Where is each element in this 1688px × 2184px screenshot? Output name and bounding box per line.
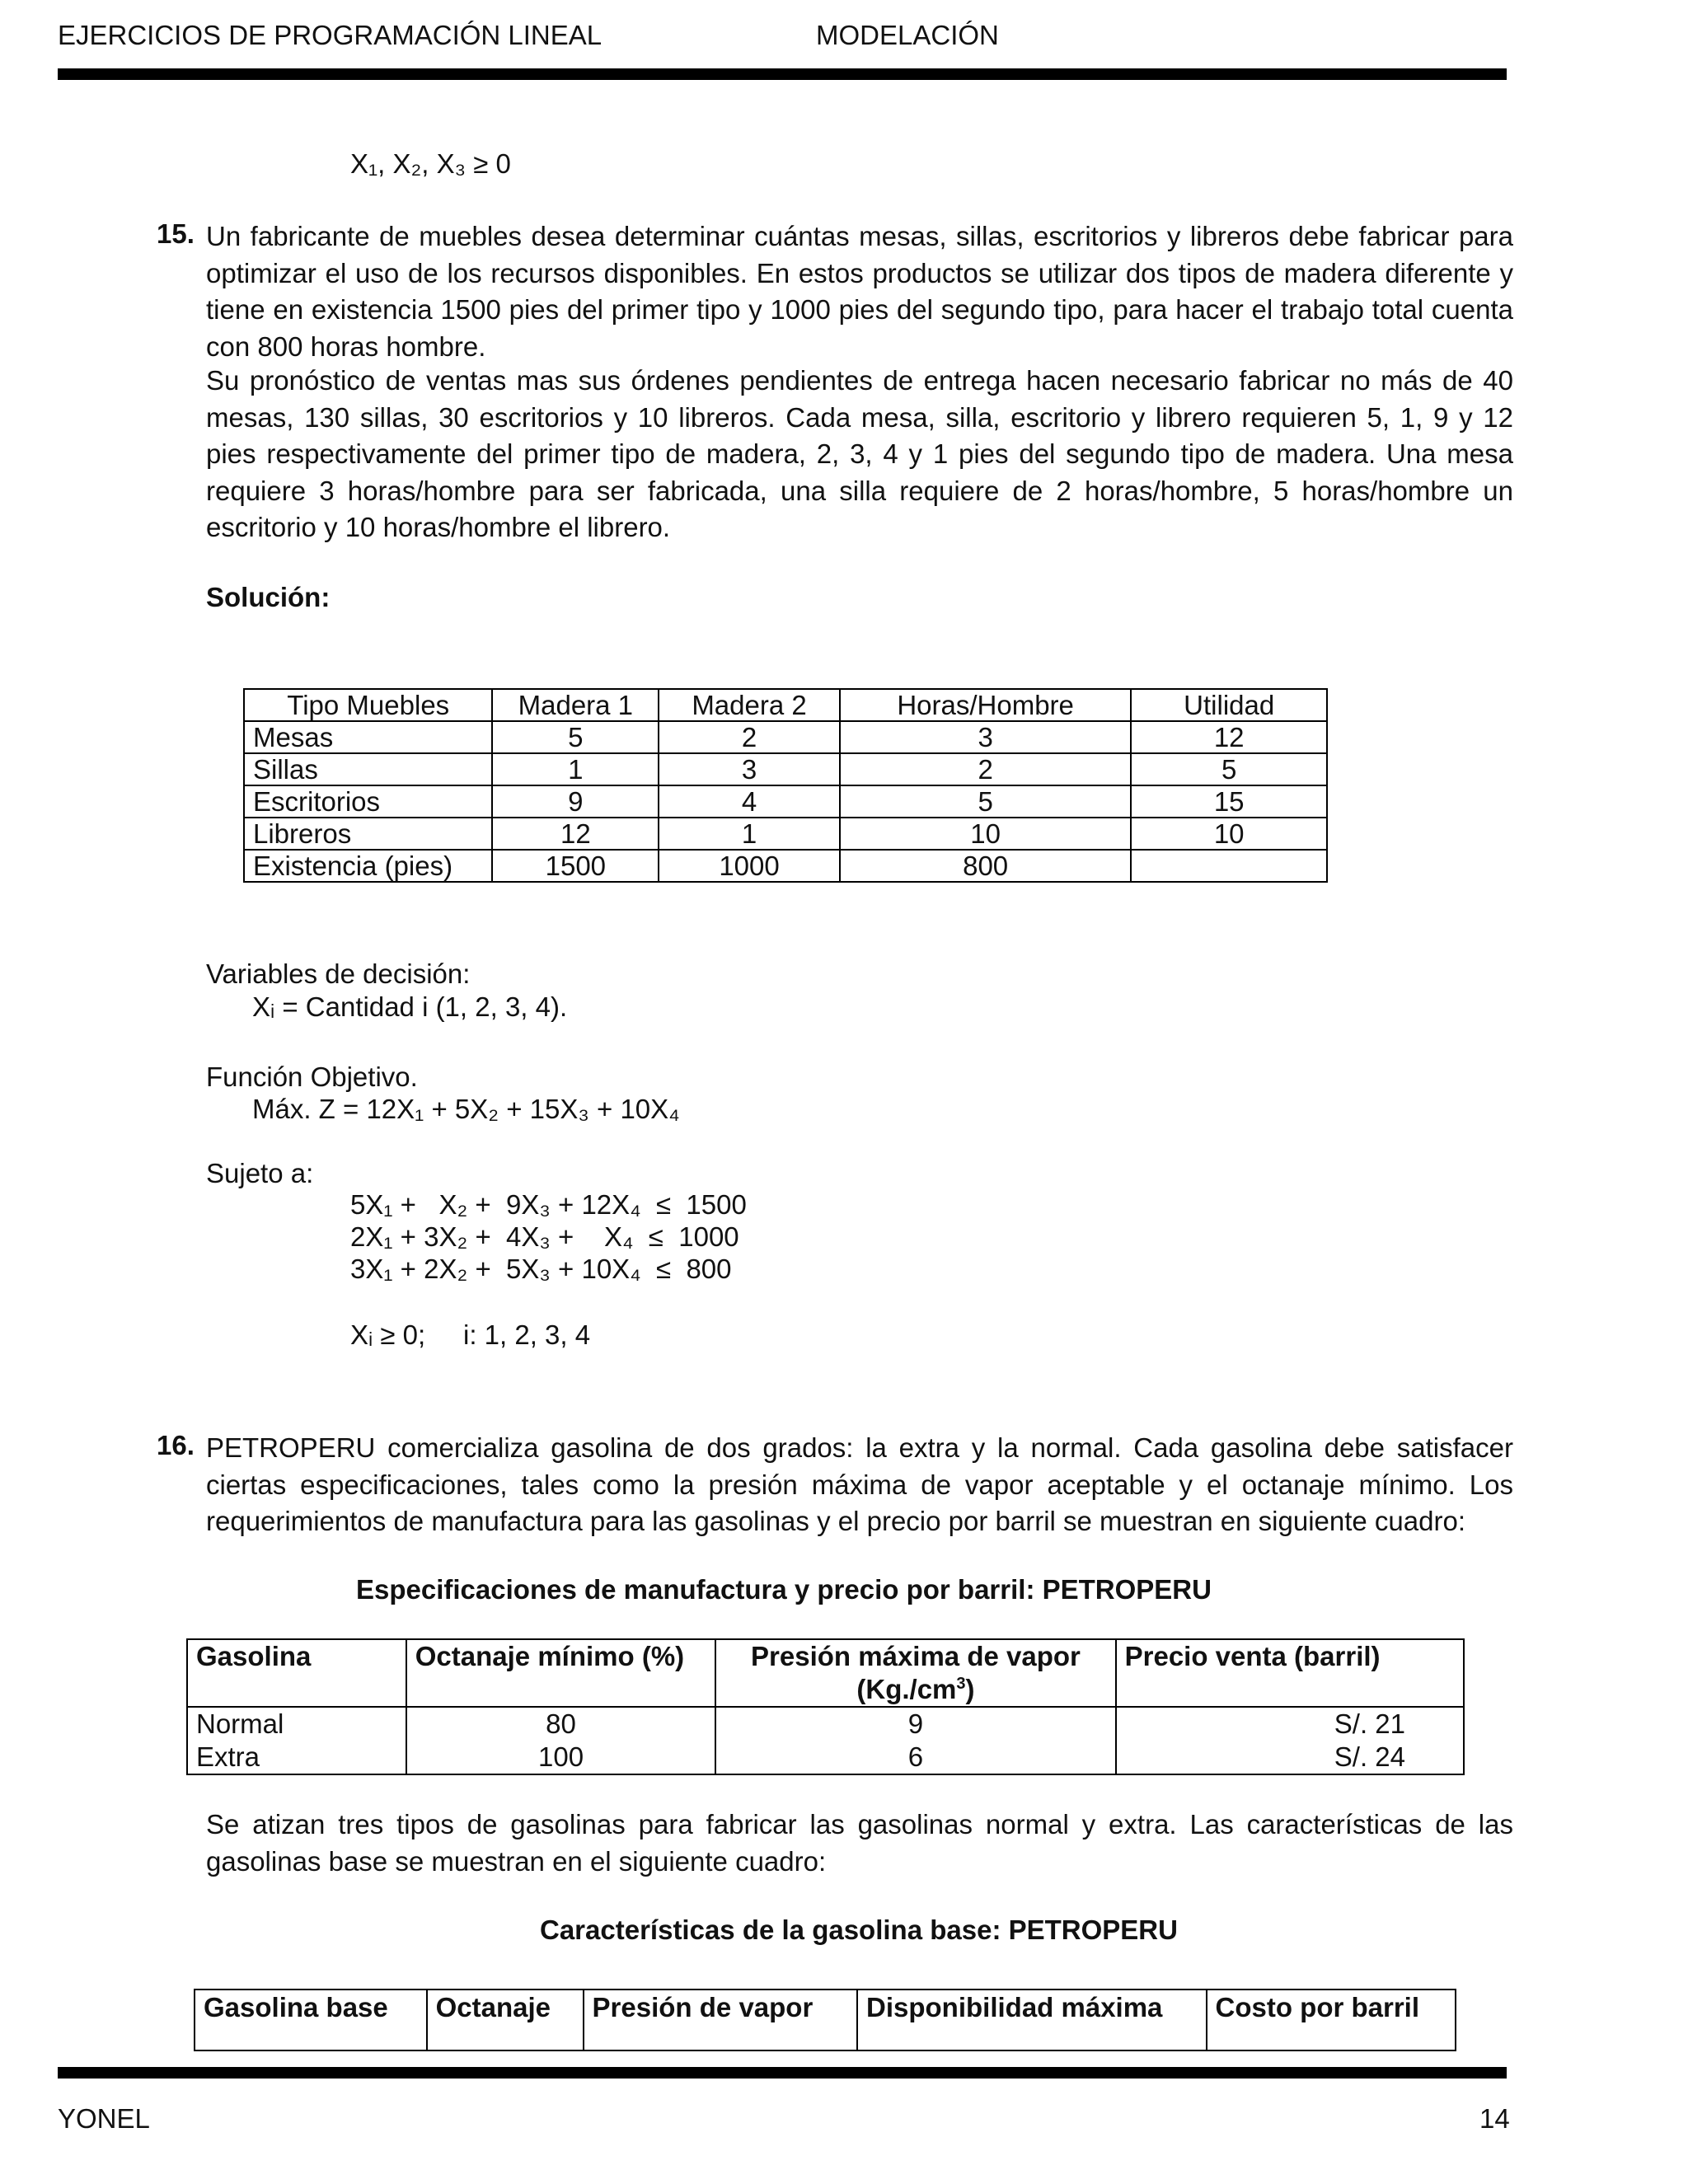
table-cell: 1000	[659, 850, 840, 882]
table-cell: Extra	[187, 1741, 406, 1774]
table-header-cell: Precio venta (barril)	[1116, 1639, 1464, 1707]
previous-constraint: X₁, X₂, X₃ ≥ 0	[350, 148, 511, 179]
table-header-cell	[715, 1639, 1115, 1707]
table-header-row	[244, 689, 1327, 721]
table-row	[187, 1741, 1464, 1774]
table-cell: 2	[659, 721, 840, 753]
table-1-title: Especificaciones de manufactura y precio por barril: PETROPERU	[356, 1574, 1212, 1605]
exercise-15-number: 15.	[157, 218, 195, 249]
table-header-row	[187, 1639, 1464, 1707]
header-center: MODELACIÓN	[816, 20, 999, 50]
exercise-16-paragraph-2: Se atizan tres tipos de gasolinas para fabricar las gasolinas normal y extra. Las características de las gasolinas base se muestran en el siguiente cuadro:	[206, 1809, 1513, 1877]
header-text: Presión máxima de vapor	[751, 1641, 1081, 1671]
table-header-cell: Octanaje mínimo (%)	[406, 1639, 716, 1707]
table-row	[187, 1707, 1464, 1741]
table-header-cell: Gasolina base	[195, 1990, 427, 2050]
table-header-cell: Madera 2	[659, 689, 840, 721]
table-header-cell: Presión de vapor	[584, 1990, 857, 2050]
exercise-15-paragraph-2: Su pronóstico de ventas mas sus órdenes pendientes de entrega hacen necesario fabricar no más de 40 mesas, 130 sillas, 30 escritorios y 10 libreros. Cada mesa, silla, escritorio y librero requieren 5, 1, 9 y 12 pies respectivamente del primer tipo de madera, 2, 3, 4 y 1 pies del segundo tipo de madera. Una mesa requiere 3 horas/hombre para ser fabricada, una silla requiere de 2 horas/hombre, 5 horas/hombre un escritorio y 10 horas/hombre el librero.	[206, 365, 1513, 542]
table-cell: 3	[659, 753, 840, 785]
constraint-3: 3X₁ + 2X₂ + 5X₃ + 10X₄ ≤ 800	[350, 1254, 732, 1284]
table-cell: Normal	[187, 1707, 406, 1741]
exercise-16-number: 16.	[157, 1430, 195, 1460]
table-cell: Escritorios	[244, 785, 492, 818]
page-number: 14	[1479, 2103, 1510, 2134]
gasoline-specs-table	[186, 1638, 1465, 1775]
table-cell: Mesas	[244, 721, 492, 753]
table-cell: 3	[840, 721, 1132, 753]
table-header-cell: Gasolina	[187, 1639, 406, 1707]
header-rule	[58, 68, 1507, 80]
table-row	[244, 721, 1327, 753]
table-header-row	[195, 1990, 1456, 2050]
decision-variables-label: Variables de decisión:	[206, 958, 471, 989]
table-cell: 10	[1131, 818, 1327, 850]
table-2-title: Características de la gasolina base: PETROPERU	[540, 1915, 1178, 1945]
subject-to-label: Sujeto a:	[206, 1158, 314, 1188]
table-cell: S/. 24	[1116, 1741, 1464, 1774]
footer-rule	[58, 2067, 1507, 2079]
table-header-cell: Utilidad	[1131, 689, 1327, 721]
table-cell: 12	[1131, 721, 1327, 753]
table-cell: 800	[840, 850, 1132, 882]
table-cell: 100	[406, 1741, 716, 1774]
header-unit-superscript: 3	[956, 1675, 966, 1693]
header-unit: (Kg./cm	[856, 1674, 957, 1704]
objective-function-equation: Máx. Z = 12X₁ + 5X₂ + 15X₃ + 10X₄	[252, 1094, 680, 1124]
objective-function-label: Función Objetivo.	[206, 1062, 418, 1092]
furniture-table	[243, 688, 1328, 883]
table-header-cell: Horas/Hombre	[840, 689, 1132, 721]
solution-label: Solución:	[206, 582, 331, 612]
table-cell: 6	[715, 1741, 1115, 1774]
table-cell: 9	[715, 1707, 1115, 1741]
table-cell: 10	[840, 818, 1132, 850]
table-cell: 1	[492, 753, 659, 785]
table-cell: 80	[406, 1707, 716, 1741]
non-negativity-constraint: Xᵢ ≥ 0; i: 1, 2, 3, 4	[350, 1319, 591, 1350]
table-row	[244, 850, 1327, 882]
table-header-cell: Costo por barril	[1207, 1990, 1456, 2050]
table-cell: 5	[1131, 753, 1327, 785]
table-cell: 1	[659, 818, 840, 850]
table-row	[244, 785, 1327, 818]
constraint-1: 5X₁ + X₂ + 9X₃ + 12X₄ ≤ 1500	[350, 1189, 747, 1220]
constraint-2: 2X₁ + 3X₂ + 4X₃ + X₄ ≤ 1000	[350, 1221, 739, 1252]
table-cell: 2	[840, 753, 1132, 785]
table-row	[244, 818, 1327, 850]
table-cell: 9	[492, 785, 659, 818]
table-cell	[1131, 850, 1327, 882]
table-cell: 5	[492, 721, 659, 753]
table-header-cell: Octanaje	[427, 1990, 584, 2050]
table-cell: 15	[1131, 785, 1327, 818]
table-cell: Libreros	[244, 818, 492, 850]
header-unit-close: )	[965, 1674, 975, 1704]
table-cell: 12	[492, 818, 659, 850]
table-cell: Existencia (pies)	[244, 850, 492, 882]
table-header-cell: Madera 1	[492, 689, 659, 721]
table-cell: Sillas	[244, 753, 492, 785]
table-cell: 1500	[492, 850, 659, 882]
table-cell: S/. 21	[1116, 1707, 1464, 1741]
table-header-cell: Tipo Muebles	[244, 689, 492, 721]
decision-variables-equation: Xᵢ = Cantidad i (1, 2, 3, 4).	[252, 991, 568, 1022]
footer-author: YONEL	[58, 2103, 150, 2134]
table-header-cell: Disponibilidad máxima	[857, 1990, 1207, 2050]
header-left: EJERCICIOS DE PROGRAMACIÓN LINEAL	[58, 20, 603, 50]
table-cell: 4	[659, 785, 840, 818]
exercise-16-paragraph-1: PETROPERU comercializa gasolina de dos grados: la extra y la normal. Cada gasolina debe satisfacer ciertas especificaciones, tales como la presión máxima de vapor aceptable y el octanaje mínimo. Los requerimientos de manufactura para las gasolinas y el precio por barril se muestran en siguiente cuadro:	[206, 1432, 1513, 1536]
exercise-15-paragraph-1: Un fabricante de muebles desea determinar cuántas mesas, sillas, escritorios y libreros debe fabricar para optimizar el uso de los recursos disponibles. En estos productos se utilizar dos tipos de madera diferente y tiene en existencia 1500 pies del primer tipo y 1000 pies del segundo tipo, para hacer el trabajo total cuenta con 800 horas hombre.	[206, 221, 1513, 362]
table-cell: 5	[840, 785, 1132, 818]
table-row	[244, 753, 1327, 785]
base-gasoline-table	[194, 1989, 1456, 2051]
